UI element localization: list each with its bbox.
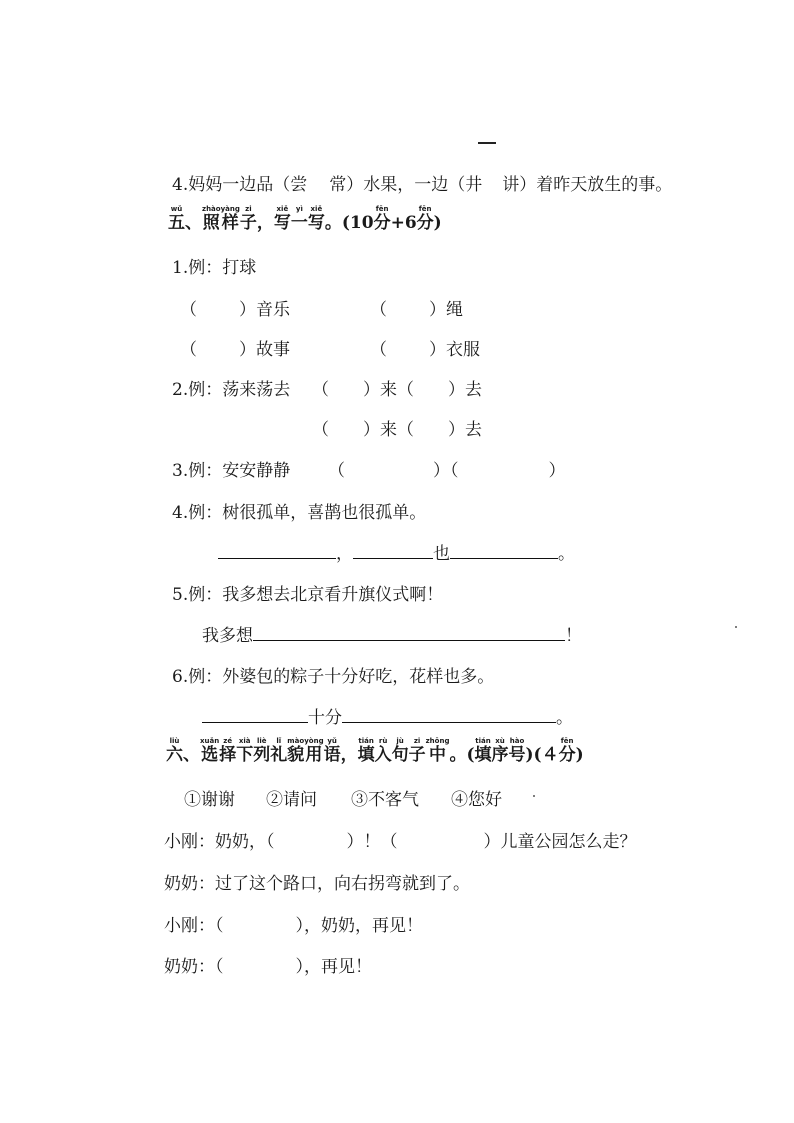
section5-title-char: ) xyxy=(433,213,442,233)
section5-title-pinyin: xiě xyxy=(273,205,291,213)
ex2-row-2: （ ）来（ ）去 xyxy=(312,420,482,440)
section5-title-char: 、 xyxy=(185,213,202,233)
section6-title-char: 序xù xyxy=(491,737,509,765)
section5-title-char: 分fēn xyxy=(416,205,434,233)
q4-part-2: 常）水果，一边（井 xyxy=(329,175,483,195)
section6-title-char: 填tián xyxy=(474,737,492,765)
section6-title-char: 、 xyxy=(183,745,200,765)
paren-open: （ xyxy=(180,300,197,320)
section6-title-pinyin: liè xyxy=(253,737,271,745)
section5-title-char: 子zi xyxy=(239,205,257,233)
speck xyxy=(735,626,737,628)
section5-title-pinyin: yàng xyxy=(220,205,240,213)
section6-title-char: 分fēn xyxy=(558,737,576,765)
ye-char: 也 xyxy=(433,544,450,564)
paren-close: ） xyxy=(239,340,256,360)
section5-title-pinyin: fēn xyxy=(416,205,434,213)
section5-title-char: 一yì xyxy=(290,205,308,233)
section6-title-pinyin: mào xyxy=(287,737,305,745)
section5-title-char: +6 xyxy=(390,213,417,233)
ex1-word: 故事 xyxy=(256,340,290,360)
section6-title-char: 用yòng xyxy=(304,737,324,765)
dialog-line-2 xyxy=(164,869,470,894)
dialog-text: （ xyxy=(215,916,224,936)
section6-title-pinyin: xià xyxy=(236,737,254,745)
section6-title-char: 入rù xyxy=(374,737,392,765)
section5-title-pinyin: yì xyxy=(290,205,308,213)
section6-title xyxy=(166,737,584,765)
ex1-word: 衣服 xyxy=(446,340,480,360)
section5-title-char: 写xiě xyxy=(273,205,291,233)
section5-title-pinyin: zi xyxy=(239,205,257,213)
answer-blank[interactable] xyxy=(253,624,565,641)
option-1: ①谢谢 xyxy=(184,790,235,810)
section6-title-pinyin: yǔ xyxy=(323,737,341,745)
section5-title-char: ， xyxy=(256,213,274,233)
exclamation: ！ xyxy=(565,626,582,646)
ex1-label: 1.例：打球 xyxy=(172,258,257,278)
section6-title-pinyin: zhōng xyxy=(425,737,450,745)
paren-close: ） xyxy=(239,300,256,320)
dialog-text: ）！（ xyxy=(346,832,398,852)
section6-title-pinyin: tián xyxy=(474,737,492,745)
ex6-answer-line xyxy=(202,703,573,728)
section6-title-char: 句jù xyxy=(391,737,409,765)
ex6-label: 6.例：外婆包的粽子十分好吃，花样也多。 xyxy=(172,667,495,687)
section6-title-pinyin: hào xyxy=(508,737,526,745)
section6-title-char: 貌mào xyxy=(287,737,305,765)
comma: ， xyxy=(336,544,353,564)
dialog-text: ）儿童公园怎么走？ xyxy=(483,832,637,852)
section6-title-pinyin: rù xyxy=(374,737,392,745)
option-3: ③不客气 xyxy=(351,790,419,810)
dialog-line-4 xyxy=(164,952,372,977)
ex5-answer-line xyxy=(202,621,582,646)
section6-title-char: 选xuǎn xyxy=(200,737,220,765)
section5-title-pinyin: wǔ xyxy=(168,205,185,213)
shifen: 十分 xyxy=(308,708,342,728)
ex1-item-2 xyxy=(370,295,463,320)
ex1-item-4 xyxy=(370,335,480,360)
section6-title-char: 六liù xyxy=(166,737,183,765)
period: 。 xyxy=(556,708,573,728)
top-dash-mark xyxy=(478,142,496,144)
section6-title-char: )(４ xyxy=(525,745,559,765)
ex2-row-1: （ ）来（ ）去 xyxy=(312,380,482,400)
section6-title-char: 子zi xyxy=(408,737,426,765)
dialog-text: 过了这个路口，向右拐弯就到了。 xyxy=(215,874,470,894)
ex3-label: 3.例：安安静静 xyxy=(172,461,291,481)
q4-sentence xyxy=(172,170,672,195)
answer-blank[interactable] xyxy=(353,542,433,559)
section6-title-char: 列liè xyxy=(253,737,271,765)
section6-title-pinyin: lǐ xyxy=(270,737,288,745)
section5-title-pinyin: fēn xyxy=(373,205,391,213)
section5-title-char: 照zhào xyxy=(202,205,221,233)
paren-mid: ）（ xyxy=(433,461,459,481)
speaker: 奶奶： xyxy=(164,957,215,977)
ex1-word: 音乐 xyxy=(256,300,290,320)
paren-close: ） xyxy=(429,300,446,320)
section6-title-pinyin: tián xyxy=(357,737,375,745)
section6-title-pinyin: xuǎn xyxy=(200,737,220,745)
ex5-prefix: 我多想 xyxy=(202,626,253,646)
section6-title-char: ) xyxy=(575,745,584,765)
q4-number: 4. xyxy=(172,175,189,195)
section6-title-char: 中zhōng xyxy=(425,737,450,765)
section6-title-pinyin: fēn xyxy=(558,737,576,745)
section6-title-pinyin: xù xyxy=(491,737,509,745)
section6-title-pinyin: zi xyxy=(408,737,426,745)
ex1-item-1 xyxy=(180,295,290,320)
section6-title-pinyin: liù xyxy=(166,737,183,745)
dialog-text: 奶奶，（ xyxy=(215,832,275,852)
answer-blank[interactable] xyxy=(342,706,556,723)
dialog-text: ），再见！ xyxy=(295,957,372,977)
section6-title-char: ， xyxy=(340,745,358,765)
speaker: 奶奶： xyxy=(164,874,215,894)
section5-title-char: 。(10 xyxy=(324,213,374,233)
speaker: 小刚： xyxy=(164,916,215,936)
answer-blank[interactable] xyxy=(218,542,336,559)
section6-title-char: 填tián xyxy=(357,737,375,765)
section5-title-char: 写xiě xyxy=(307,205,325,233)
section5-title-char: 分fēn xyxy=(373,205,391,233)
ex4-answer-line xyxy=(218,539,575,564)
q4-part-1: 妈妈一边品（尝 xyxy=(188,175,308,195)
section5-title-pinyin: zhào xyxy=(202,205,221,213)
section6-title-pinyin: zé xyxy=(219,737,237,745)
section6-title-char: 礼lǐ xyxy=(270,737,288,765)
ex5-label: 5.例：我多想去北京看升旗仪式啊！ xyxy=(172,585,444,605)
section6-title-char: 语yǔ xyxy=(323,737,341,765)
paren-close: ） xyxy=(548,461,566,481)
option-2: ②请问 xyxy=(266,790,317,810)
section6-title-char: 下xià xyxy=(236,737,254,765)
paren-open: （ xyxy=(180,340,197,360)
section5-title-char: 样yàng xyxy=(220,205,240,233)
section6-title-char: 。( xyxy=(449,745,475,765)
ex3-blanks xyxy=(328,456,566,481)
answer-blank[interactable] xyxy=(202,706,308,723)
ex1-item-3 xyxy=(180,335,290,360)
paren-open: （ xyxy=(370,340,387,360)
dialog-text: ），奶奶，再见！ xyxy=(295,916,423,936)
speck xyxy=(533,795,535,797)
section5-title-char: 五wǔ xyxy=(168,205,185,233)
section6-title-char: 择zé xyxy=(219,737,237,765)
section5-title-pinyin: xiě xyxy=(307,205,325,213)
speaker: 小刚： xyxy=(164,832,215,852)
paren-open: （ xyxy=(370,300,387,320)
section5-title xyxy=(168,205,442,233)
dialog-line-1 xyxy=(164,827,637,852)
paren-open: （ xyxy=(328,461,345,481)
option-4: ④您好 xyxy=(451,790,502,810)
paren-close: ） xyxy=(429,340,446,360)
dialog-line-3 xyxy=(164,911,423,936)
ex1-word: 绳 xyxy=(446,300,463,320)
section6-title-pinyin: jù xyxy=(391,737,409,745)
ex4-label: 4.例：树很孤单，喜鹊也很孤单。 xyxy=(172,503,427,523)
ex2-label: 2.例：荡来荡去 xyxy=(172,380,291,400)
section6-title-pinyin: yòng xyxy=(304,737,324,745)
q4-part-3: 讲）着昨天放生的事。 xyxy=(502,175,673,195)
dialog-text: （ xyxy=(215,957,224,977)
answer-blank[interactable] xyxy=(450,542,558,559)
section6-title-char: 号hào xyxy=(508,737,526,765)
period: 。 xyxy=(558,544,575,564)
